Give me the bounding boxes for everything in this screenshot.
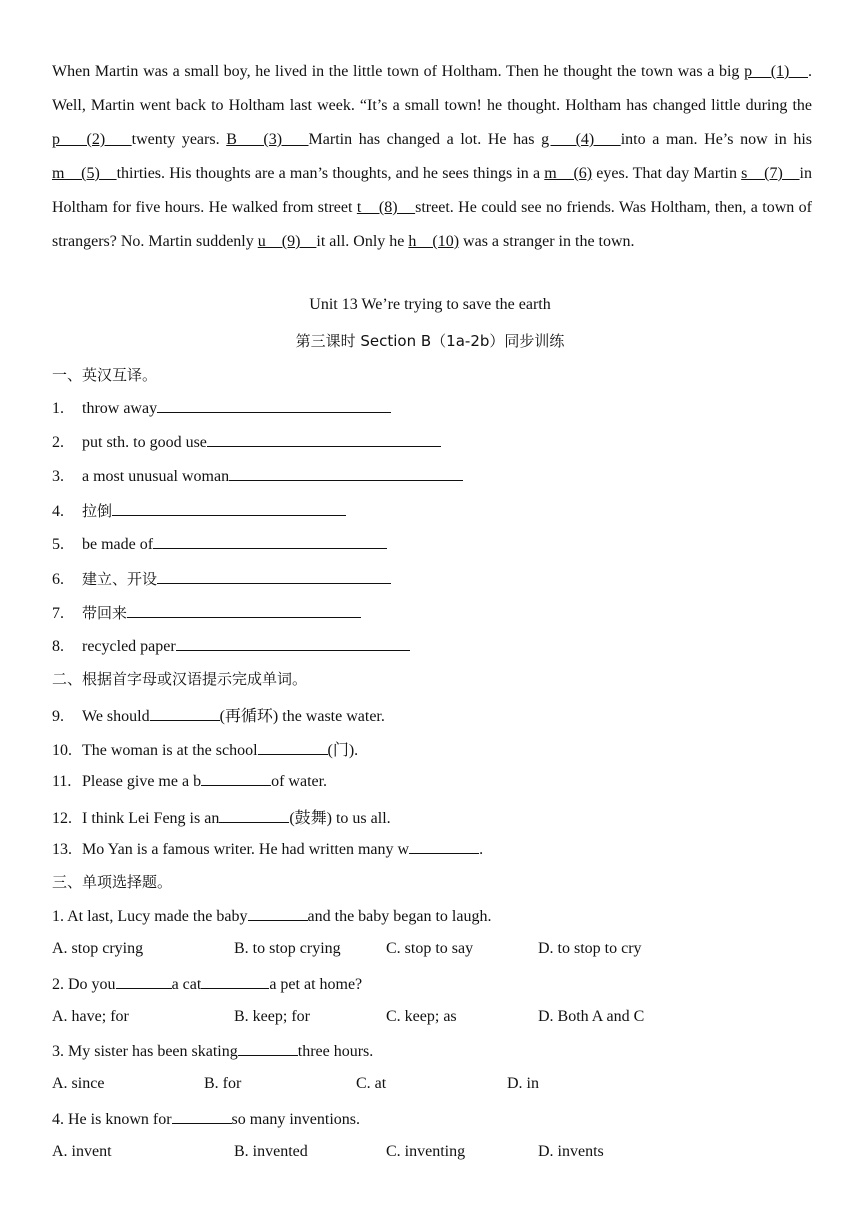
translation-item-3: 3. a most unusual woman bbox=[52, 466, 463, 486]
option-d[interactable]: D. Both A and C bbox=[538, 1008, 645, 1025]
cloze-blank-10: h (10) bbox=[408, 233, 460, 250]
unit-title: Unit 13 We’re trying to save the earth bbox=[309, 296, 551, 313]
word-item-10: 10. The woman is at the school (门). bbox=[52, 742, 359, 759]
translation-item-1: 1. throw away bbox=[52, 398, 391, 418]
option-d[interactable]: D. in bbox=[507, 1075, 539, 1092]
section-3-title: 三、单项选择题。 bbox=[52, 873, 173, 891]
option-c[interactable]: C. at bbox=[356, 1075, 387, 1092]
answer-blank[interactable] bbox=[150, 706, 220, 721]
mc-question-2: 2. Do you a cat a pet at home? bbox=[52, 976, 363, 993]
cloze-passage bbox=[52, 55, 812, 259]
passage-text: into a man. He’s now in his bbox=[620, 131, 813, 148]
answer-blank[interactable] bbox=[238, 1041, 298, 1056]
option-a[interactable]: A. stop crying bbox=[52, 940, 144, 957]
answer-blank[interactable] bbox=[207, 432, 441, 447]
option-b[interactable]: B. for bbox=[204, 1075, 242, 1092]
passage-text: . Well, Martin went back to Holtham last week. “It’s a small town! he thought. Holtham has changed little during the bbox=[52, 63, 812, 114]
passage-text: thirties. His thoughts are a man’s thoughts, and he sees things in a bbox=[116, 165, 545, 182]
answer-blank[interactable] bbox=[258, 740, 328, 755]
option-b[interactable]: B. keep; for bbox=[234, 1008, 310, 1025]
option-b[interactable]: B. to stop crying bbox=[234, 940, 341, 957]
cloze-blank-1: p (1) bbox=[744, 63, 808, 80]
section-2-title: 二、根据首字母或汉语提示完成单词。 bbox=[52, 670, 308, 688]
answer-blank[interactable] bbox=[153, 534, 387, 549]
word-item-11: 11. Please give me a b of water. bbox=[52, 773, 328, 790]
answer-blank[interactable] bbox=[116, 974, 172, 989]
passage-text: When Martin was a small boy, he lived in the little town of Holtham. Then he thought the town was a big bbox=[52, 63, 745, 80]
option-d[interactable]: D. to stop to cry bbox=[538, 940, 642, 957]
cloze-blank-8: t (8) bbox=[356, 199, 416, 216]
translation-item-2: 2. put sth. to good use bbox=[52, 432, 441, 452]
answer-blank[interactable] bbox=[172, 1109, 232, 1124]
answer-blank[interactable] bbox=[112, 501, 346, 516]
answer-blank[interactable] bbox=[409, 839, 479, 854]
answer-blank[interactable] bbox=[219, 808, 289, 823]
option-c[interactable]: C. inventing bbox=[386, 1143, 466, 1160]
mc-question-4: 4. He is known for so many inventions. bbox=[52, 1111, 360, 1128]
section-1-title: 一、英汉互译。 bbox=[52, 366, 158, 384]
word-item-12: 12. I think Lei Feng is an (鼓舞) to us all. bbox=[52, 810, 391, 827]
mc-question-3: 3. My sister has been skating three hours. bbox=[52, 1043, 374, 1060]
answer-blank[interactable] bbox=[229, 466, 463, 481]
mc-question-1: 1. At last, Lucy made the baby and the baby began to laugh. bbox=[52, 908, 492, 925]
cloze-blank-6: m (6) bbox=[544, 165, 593, 182]
answer-blank[interactable] bbox=[127, 603, 361, 618]
passage-text: Martin has changed a lot. He has bbox=[308, 131, 542, 148]
option-c[interactable]: C. keep; as bbox=[386, 1008, 457, 1025]
cloze-blank-5: m (5) bbox=[52, 165, 117, 182]
option-a[interactable]: A. have; for bbox=[52, 1008, 129, 1025]
answer-blank[interactable] bbox=[157, 398, 391, 413]
passage-text: eyes. That day Martin bbox=[592, 165, 742, 182]
translation-item-5: 5. be made of bbox=[52, 534, 387, 554]
passage-text: twenty years. bbox=[131, 131, 227, 148]
word-item-9: 9. We should (再循环) the waste water. bbox=[52, 708, 385, 725]
translation-item-6: 6. 建立、开设 bbox=[52, 568, 391, 589]
option-a[interactable]: A. since bbox=[52, 1075, 105, 1092]
cloze-blank-7: s (7) bbox=[741, 165, 800, 182]
option-a[interactable]: A. invent bbox=[52, 1143, 112, 1160]
cloze-blank-2: p (2) bbox=[52, 131, 132, 148]
word-item-13: 13. Mo Yan is a famous writer. He had written many w . bbox=[52, 841, 484, 858]
answer-blank[interactable] bbox=[201, 974, 269, 989]
answer-blank[interactable] bbox=[201, 771, 271, 786]
option-c[interactable]: C. stop to say bbox=[386, 940, 474, 957]
translation-item-4: 4. 拉倒 bbox=[52, 500, 346, 521]
lesson-subtitle: 第三课时 Section B（1a-2b）同步训练 bbox=[295, 332, 565, 350]
passage-text: in Holtham for five hours. He walked from street bbox=[52, 165, 812, 216]
answer-blank[interactable] bbox=[157, 569, 391, 584]
option-d[interactable]: D. invents bbox=[538, 1143, 604, 1160]
translation-item-7: 7. 带回来 bbox=[52, 602, 361, 623]
passage-text: street. He could see no friends. Was Holtham, then, a town of strangers? No. Martin suddenly bbox=[52, 199, 813, 250]
translation-item-8: 8. recycled paper bbox=[52, 636, 410, 656]
cloze-blank-9: u (9) bbox=[257, 233, 317, 250]
passage-text: it all. Only he bbox=[316, 233, 409, 250]
cloze-blank-3: B (3) bbox=[226, 131, 309, 148]
option-b[interactable]: B. invented bbox=[234, 1143, 308, 1160]
answer-blank[interactable] bbox=[176, 636, 410, 651]
passage-text: was a stranger in the town. bbox=[459, 233, 635, 250]
answer-blank[interactable] bbox=[248, 906, 308, 921]
cloze-blank-4: g (4) bbox=[541, 131, 621, 148]
